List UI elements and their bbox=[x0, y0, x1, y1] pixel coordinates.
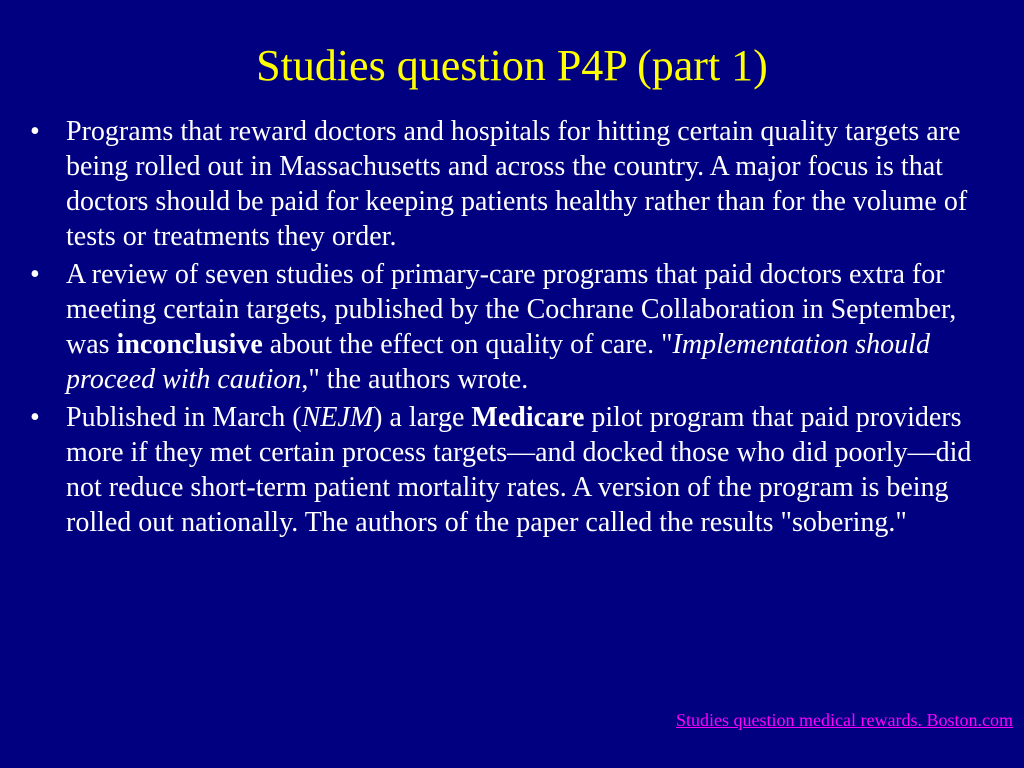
bullet-3-italic-journal: NEJM bbox=[301, 402, 374, 433]
bullet-3-text-part1: Published in March ( bbox=[66, 402, 302, 433]
source-link[interactable]: Studies question medical rewards. Boston.com bbox=[676, 710, 1013, 730]
bullet-1-text: Programs that reward doctors and hospitals for hitting certain quality targets are being rolled out in Massachusetts and across the country. A major focus is that doctors should be paid for keeping patients healthy rather than for the volume of tests or treatments they order. bbox=[66, 116, 968, 252]
bullet-item-3 bbox=[30, 400, 985, 540]
bullet-item-2 bbox=[30, 257, 985, 397]
bullet-2-text-part2: about the effect on quality of care. " bbox=[262, 329, 673, 360]
bullet-item-1 bbox=[30, 114, 985, 254]
bullet-marker: • bbox=[30, 402, 40, 433]
bullet-marker: • bbox=[30, 259, 40, 290]
slide-title: Studies question P4P (part 1) bbox=[256, 41, 768, 90]
bullet-2-text-part1: A review of seven studies of primary-care programs that paid doctors extra for meeting certain targets, published by the Cochrane Collaboration in September, was bbox=[66, 259, 957, 360]
bullet-2-text-part3: ," the authors wrote. bbox=[301, 364, 529, 395]
bullet-3-text-part3: pilot program that paid providers more if they met certain process targets—and docked those who did poorly—did not reduce short-term patient mortality rates. A version of the program is being rolled out nationally. The authors of the paper called the results "sobering." bbox=[66, 402, 972, 538]
bullet-list bbox=[30, 114, 985, 543]
bullet-marker: • bbox=[30, 116, 40, 147]
bullet-3-bold-term: Medicare bbox=[471, 402, 585, 433]
bullet-2-bold-term: inconclusive bbox=[116, 329, 263, 360]
bullet-3-text-part2: ) a large bbox=[373, 402, 472, 433]
bullet-2-italic-quote: Implementation should proceed with caution bbox=[66, 329, 930, 395]
